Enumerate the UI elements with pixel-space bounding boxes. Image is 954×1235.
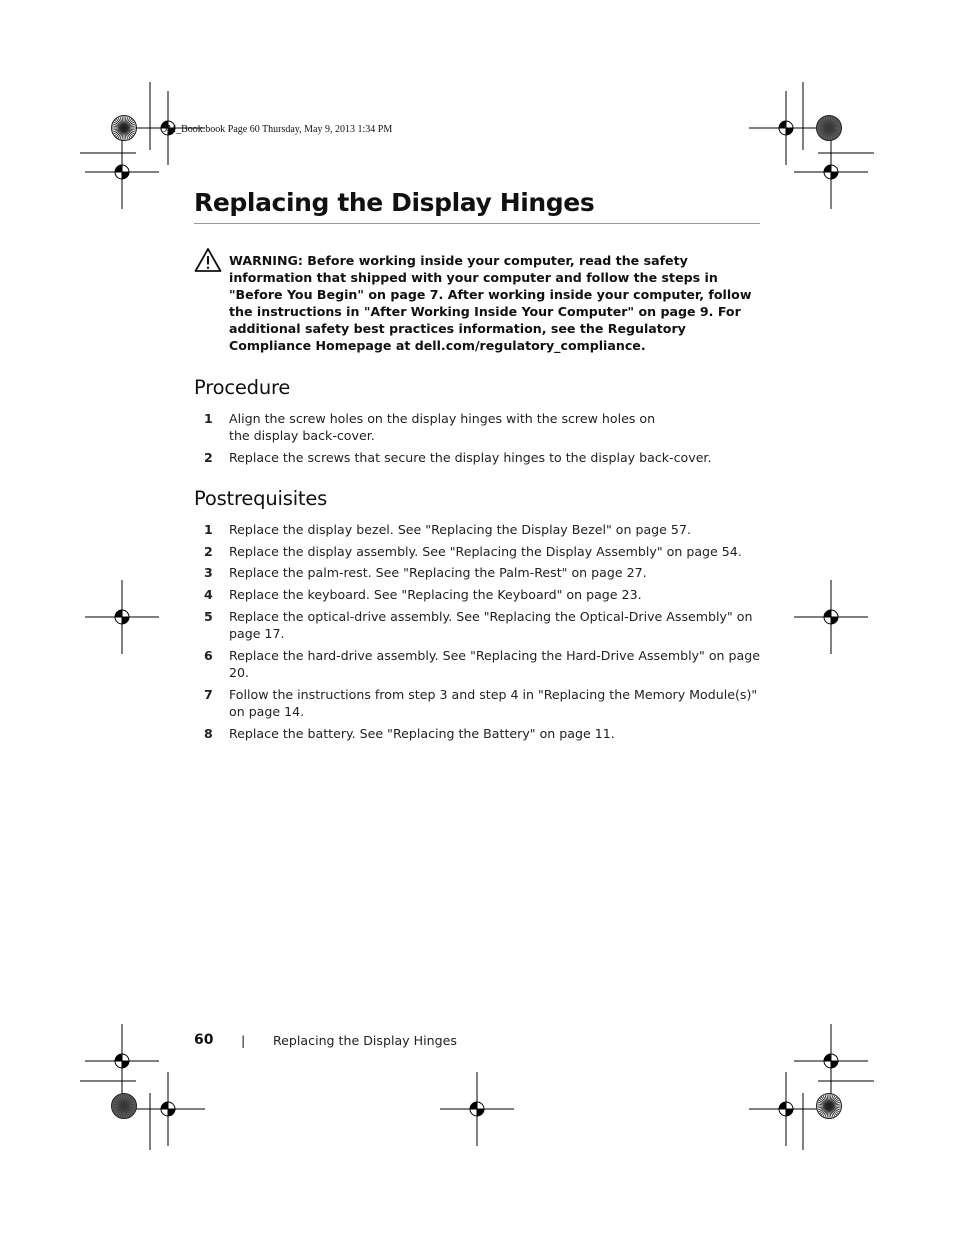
step-number: 1: [204, 522, 213, 537]
step-number: 8: [204, 726, 213, 741]
warning-icon: [194, 247, 222, 273]
page-title: Replacing the Display Hinges: [194, 188, 595, 217]
crosshair-mark: [85, 580, 159, 654]
postrequisites-heading: Postrequisites: [194, 487, 328, 510]
step-text: Replace the hard-drive assembly. See "Replacing the Hard-Drive Assembly" on page 20.: [229, 648, 760, 680]
title-rule: [194, 223, 760, 224]
step-text: Follow the instructions from step 3 and step 4 in "Replacing the Memory Module(s)" on page 14.: [229, 687, 758, 719]
step-text: Align the screw holes on the display hinges with the screw holes on the display back-cover.: [229, 411, 656, 443]
step-text: Replace the screws that secure the display hinges to the display back-cover.: [229, 450, 712, 465]
step-number: 4: [204, 587, 213, 602]
footer-section-title: Replacing the Display Hinges: [273, 1033, 457, 1048]
crosshair-mark: [131, 1072, 205, 1146]
step-text: Replace the palm-rest. See "Replacing the Palm-Rest" on page 27.: [229, 565, 647, 580]
step-number: 6: [204, 648, 213, 663]
warning-text: WARNING: Before working inside your computer, read the safety information that shipped with your computer and follow the steps in "Before You Begin" on page 7. After working inside your computer, follow the instructions in "After Working Inside Your Computer" on page 9. For additional safety best practices information, see the Regulatory Compliance Homepage at dell.com/regulatory_compliance.: [229, 253, 752, 353]
crosshair-mark: [749, 91, 823, 165]
registration-starburst: [112, 116, 137, 141]
footer-page-number: 60: [194, 1032, 214, 1048]
registration-starburst: [112, 1094, 137, 1119]
step-text: Replace the display bezel. See "Replacing the Display Bezel" on page 57.: [229, 522, 691, 537]
registration-starburst: [817, 1094, 842, 1119]
step-text: Replace the optical-drive assembly. See "Replacing the Optical-Drive Assembly" on page 17.: [229, 609, 753, 641]
crosshair-mark: [749, 1072, 823, 1146]
step-number: 7: [204, 687, 213, 702]
step-text: Replace the battery. See "Replacing the Battery" on page 11.: [229, 726, 615, 741]
print-header: OM_Book.book Page 60 Thursday, May 9, 2013 1:34 PM: [160, 124, 393, 135]
step-number: 1: [204, 411, 213, 426]
registration-starburst: [817, 116, 842, 141]
step-number: 5: [204, 609, 213, 624]
crosshair-mark: [794, 1024, 868, 1098]
step-number: 2: [204, 544, 213, 559]
crosshair-mark: [794, 135, 868, 209]
crosshair-mark: [85, 135, 159, 209]
step-number: 3: [204, 565, 213, 580]
footer-separator: |: [241, 1033, 246, 1048]
procedure-heading: Procedure: [194, 376, 291, 399]
crosshair-mark: [794, 580, 868, 654]
crosshair-mark: [85, 1024, 159, 1098]
crosshair-mark: [440, 1072, 514, 1146]
step-text: Replace the display assembly. See "Replacing the Display Assembly" on page 54.: [229, 544, 742, 559]
step-text: Replace the keyboard. See "Replacing the Keyboard" on page 23.: [229, 587, 642, 602]
step-number: 2: [204, 450, 213, 465]
